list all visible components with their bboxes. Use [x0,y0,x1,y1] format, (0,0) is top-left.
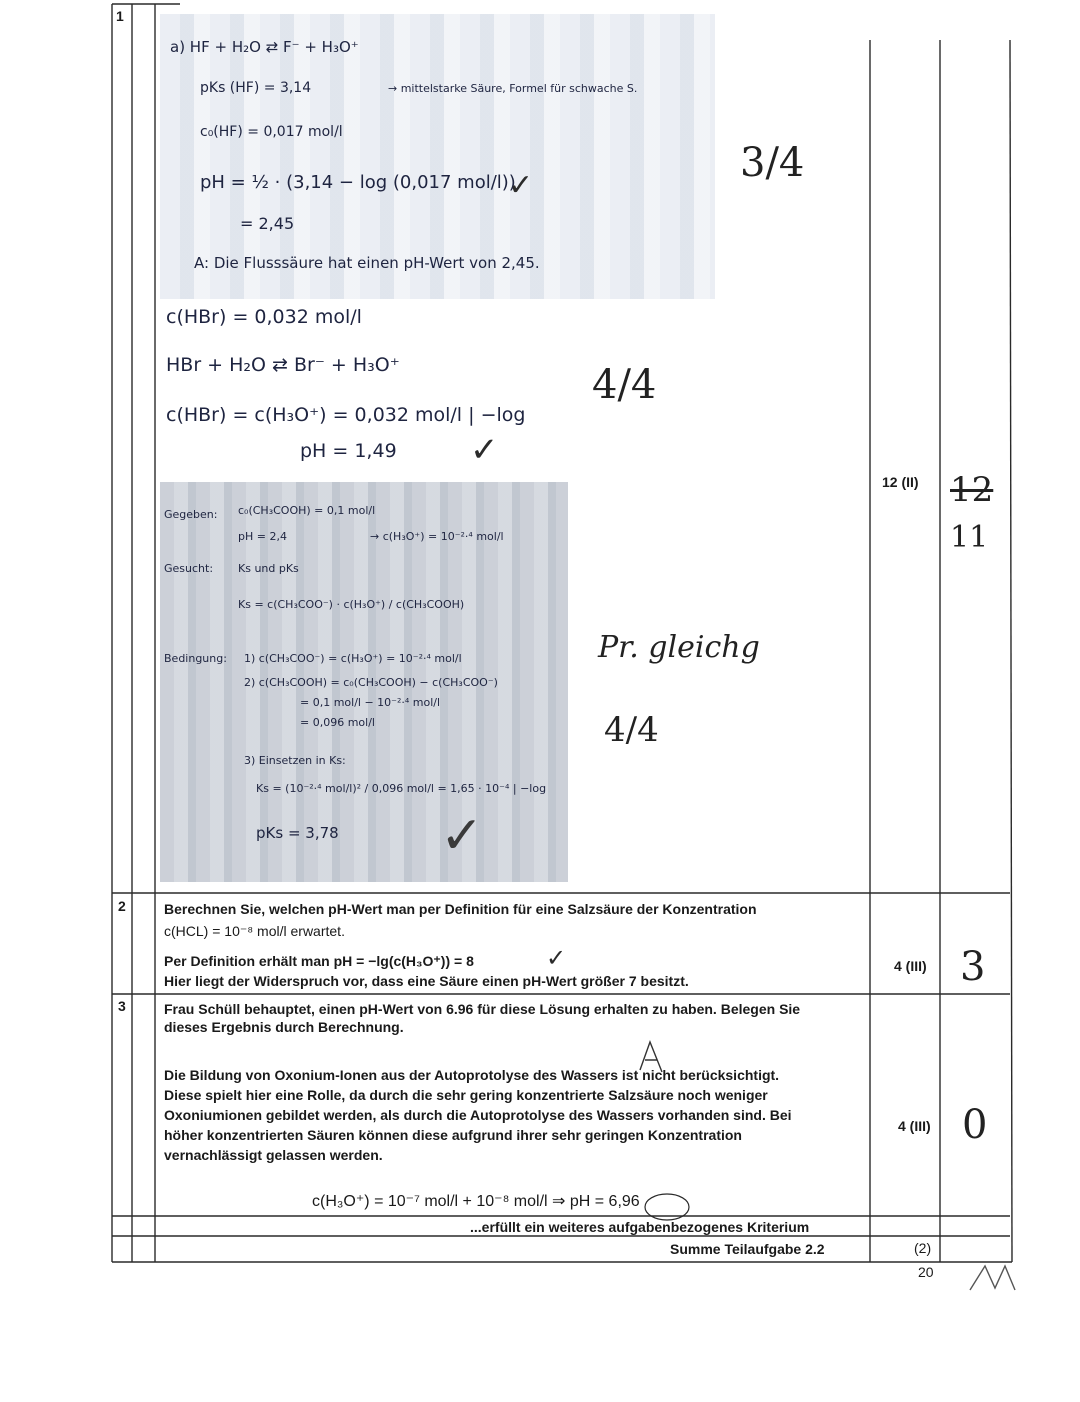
row-number-3: 3 [118,998,126,1014]
hbr-concentration: c(HBr) = 0,032 mol/l [166,306,362,328]
footer-criterion: ...erfüllt ein weiteres aufgabenbezogenes Kriterium [470,1219,810,1235]
score-hand-2: 3 [960,944,986,990]
task2-question: Berechnen Sie, welchen pH-Wert man per Definition für eine Salzsäure der Konzentration [164,901,757,917]
task3-para-3: Oxoniumionen gebildet werden, als durch die Autoprotolyse des Wassers vorhanden sind. Bei [164,1107,792,1123]
score-label-3: 4 (III) [898,1118,931,1134]
label-gegeben: Gegeben: [164,508,218,521]
score-label-1: 12 (II) [882,474,919,490]
hf-ph-result: = 2,45 [240,214,295,233]
hf-equation: a) HF + H₂O ⇄ F⁻ + H₃O⁺ [170,38,359,56]
acetic-ks-calc: Ks = (10⁻²·⁴ mol/l)² / 0,096 mol/l = 1,65 · 10⁻⁴ | −log [256,782,547,795]
score-hf: 3/4 [740,140,805,186]
task3-formula: c(H₃O⁺) = 10⁻⁷ mol/l + 10⁻⁸ mol/l ⇒ pH = 6,96 [312,1193,640,1210]
row-number-1: 1 [116,8,124,24]
task3-para-5: vernachlässigt gelassen werden. [164,1147,383,1163]
score-acetic: 4/4 [604,710,659,750]
check-mark-icon: ✓ [440,807,484,865]
acetic-gesucht: Ks und pKs [238,562,299,575]
score-hand-3: 0 [962,1102,988,1148]
acetic-h3o: → c(H₃O⁺) = 10⁻²·⁴ mol/l [370,530,504,543]
acetic-c0: c₀(CH₃COOH) = 0,1 mol/l [238,504,376,517]
score-label-5: 20 [918,1264,934,1280]
score-hand-1: 11 [950,520,989,555]
label-bedingung: Bedingung: [164,652,227,665]
check-mark-icon: ✓ [508,169,534,202]
task2-answer-line2: Hier liegt der Widerspruch vor, dass eine Säure einen pH-Wert größer 7 besitzt. [164,973,689,989]
acetic-step3: 3) Einsetzen in Ks: [244,754,346,767]
score-hbr: 4/4 [592,362,657,408]
task3-para-1: Die Bildung von Oxonium-Ionen aus der Autoprotolyse des Wassers ist nicht berücksichtigt. [164,1067,780,1083]
hf-answer: A: Die Flusssäure hat einen pH-Wert von 2,45. [194,254,540,272]
hf-pks: pKs (HF) = 3,14 [200,80,312,96]
acetic-ph: pH = 2,4 [238,530,287,543]
check-mark-icon: ✓ [470,431,499,469]
hf-note: → mittelstarke Säure, Formel für schwache S. [388,82,638,95]
hf-ph-formula: pH = ½ · (3,14 − log (0,017 mol/l)) [200,172,516,193]
score-hand-1-struck: 12 [950,470,994,510]
task2-formula: c(HCL) = 10⁻⁸ mol/l erwartet. [164,923,345,939]
check-mark-icon: ✓ [546,945,567,972]
task3-para-2: Diese spielt hier eine Rolle, da durch die sehr gering konzentrierte Salzsäure noch weniger [164,1087,768,1103]
hf-c0: c₀(HF) = 0,017 mol/l [200,124,343,140]
score-label-2: 4 (III) [894,958,927,974]
acetic-cond2b: = 0,1 mol/l − 10⁻²·⁴ mol/l [300,696,441,709]
acetic-cond1: 1) c(CH₃COO⁻) = c(H₃O⁺) = 10⁻²·⁴ mol/l [244,652,462,665]
footer-sum: Summe Teilaufgabe 2.2 [670,1241,825,1257]
acetic-cond2: 2) c(CH₃COOH) = c₀(CH₃COOH) − c(CH₃COO⁻) [244,676,498,689]
margin-note: Pr. gleichg [598,630,760,665]
hbr-equation: HBr + H₂O ⇄ Br⁻ + H₃O⁺ [166,354,400,376]
task3-para-4: höher konzentrierten Säuren können diese aufgrund ihrer sehr geringen Konzentration [164,1127,742,1143]
task2-answer-line1: Per Definition erhält man pH = −lg(c(H₃O⁺)) = 8 [164,953,474,969]
label-gesucht: Gesucht: [164,562,214,575]
hbr-equality: c(HBr) = c(H₃O⁺) = 0,032 mol/l | −log [166,404,526,426]
task3-question-1: Frau Schüll behauptet, einen pH-Wert von 6.96 für diese Lösung erhalten zu haben. Belegen Sie [164,1001,801,1017]
task3-question-2: dieses Ergebnis durch Berechnung. [164,1019,404,1035]
acetic-pks: pKs = 3,78 [256,824,339,842]
acetic-cond2c: = 0,096 mol/l [300,716,375,729]
row-number-2: 2 [118,898,126,914]
acetic-ks-formula: Ks = c(CH₃COO⁻) · c(H₃O⁺) / c(CH₃COOH) [238,598,465,611]
score-label-4: (2) [914,1240,932,1256]
hbr-ph: pH = 1,49 [300,440,397,462]
